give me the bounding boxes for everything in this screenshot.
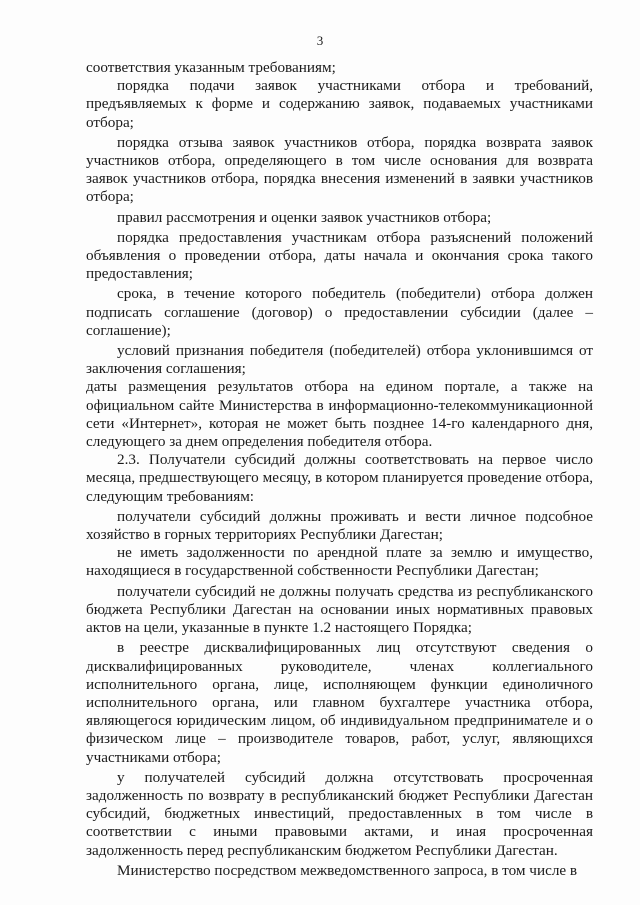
paragraph: даты размещения результатов отбора на едином портале, а также на официальном сайте Министерства в информационно-телекоммуникационной сети «Интернет», которая не может быть позднее 14-го календарного дня, следующего за днем определения победителя отбора. xyxy=(86,378,593,451)
paragraph: порядка предоставления участникам отбора разъяснений положений объявления о проведении отбора, даты начала и окончания срока такого предоставления; xyxy=(86,228,593,283)
paragraph: Министерство посредством межведомственного запроса, в том числе в xyxy=(117,861,578,879)
paragraph: 2.3. Получатели субсидий должны соответствовать на первое число месяца, предшествующего месяцу, в котором планируется проведение отбора, следующим требованиям: xyxy=(86,451,593,505)
paragraph: правил рассмотрения и оценки заявок участников отбора; xyxy=(117,208,492,226)
paragraph: соответствия указанным требованиям; xyxy=(86,59,336,76)
paragraph: получатели субсидий не должны получать средства из республиканского бюджета Республики Дагестан на основании иных нормативных правовых актов на цели, указанные в пункте 1.2 настоящего Порядка; xyxy=(86,582,593,637)
paragraph: срока, в течение которого победитель (победители) отбора должен подписать соглашение (договор) о предоставлении субсидии (далее – соглашение); xyxy=(86,285,593,339)
page-number: 3 xyxy=(316,33,324,48)
paragraph: порядка отзыва заявок участников отбора, порядка возврата заявок участников отбора, определяющего в том числе основания для возврата заявок участников отбора, порядка внесения изменений в заявки участников отбора; xyxy=(86,133,593,206)
paragraph: в реестре дисквалифицированных лиц отсутствуют сведения о дисквалифицированных руководителе, членах коллегиального исполнительного органа, лице, исполняющем функции единоличного исполнительного органа, или главном бухгалтере участника отбора, являющегося юридическим лицом, об индивидуальном предпринимателе и о физическом лице – производителе товаров, работ, услуг, являющихся участниками отбора; xyxy=(86,639,593,766)
paragraph: получатели субсидий должны проживать и вести личное подсобное хозяйство в горных территориях Республики Дагестан; xyxy=(86,507,593,544)
paragraph: условий признания победителя (победителей) отбора уклонившимся от заключения соглашения; xyxy=(86,342,593,378)
paragraph: у получателей субсидий должна отсутствовать просроченная задолженность по возврату в республиканский бюджет Республики Дагестан субсидий, бюджетных инвестиций, предоставленных в том числе в соответствии с иными правовыми актами, и иная просроченная задолженность перед республиканским бюджетом Республики Дагестан. xyxy=(86,768,593,859)
document-body xyxy=(86,59,593,880)
paragraph: не иметь задолженности по арендной плате за землю и имущество, находящиеся в государственной собственности Республики Дагестан; xyxy=(86,544,593,580)
paragraph: порядка подачи заявок участниками отбора и требований, предъявляемых к форме и содержанию заявок, подаваемых участниками отбора; xyxy=(86,77,593,131)
